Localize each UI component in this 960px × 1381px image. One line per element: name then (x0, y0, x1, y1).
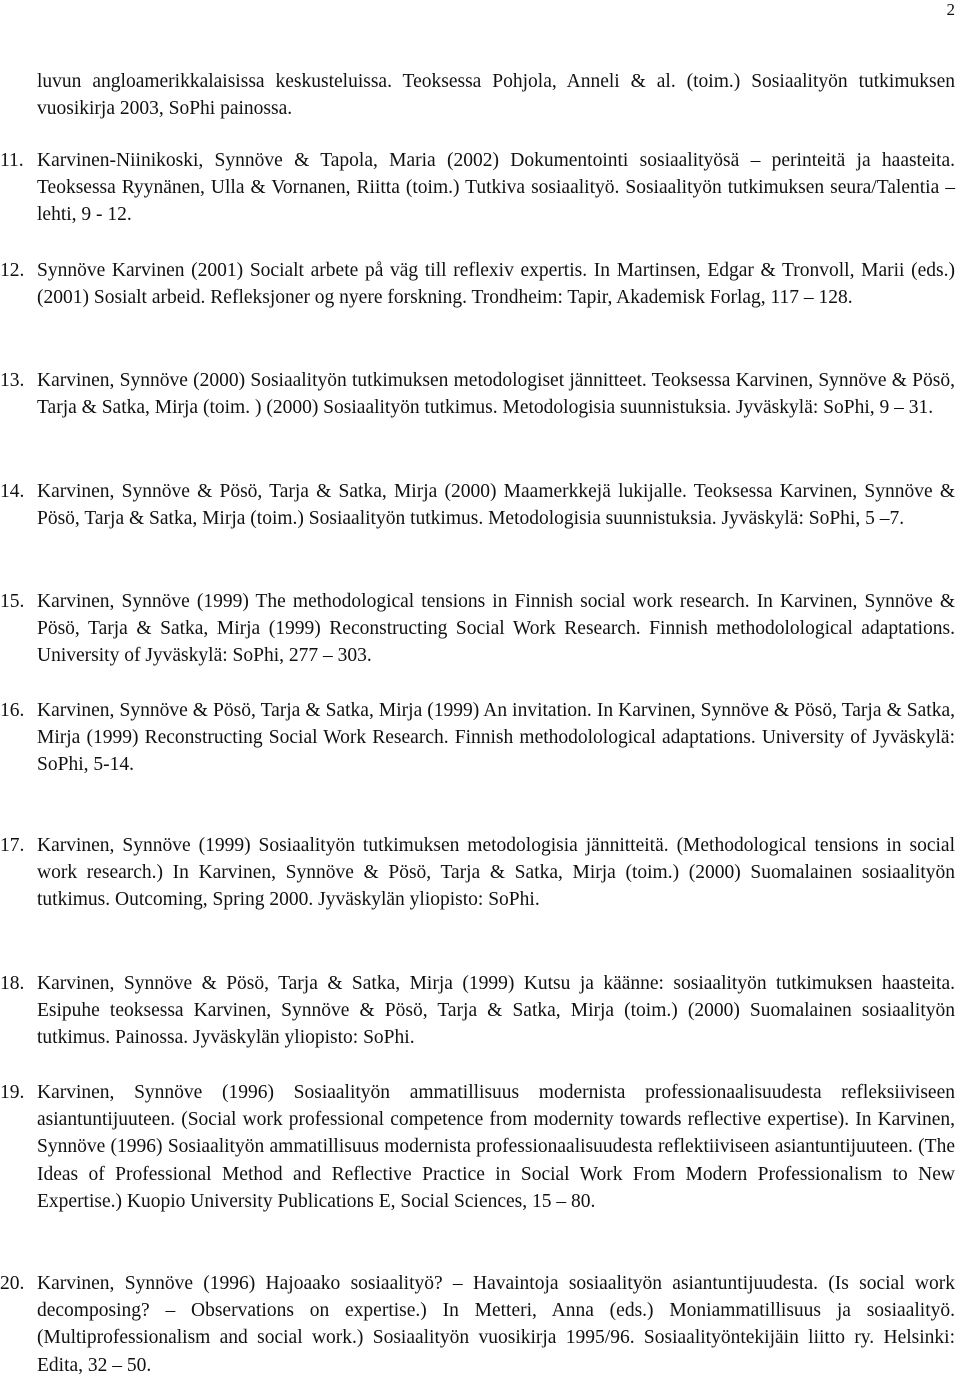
reference-text: Karvinen, Synnöve (1996) Sosiaalityön ammatillisuus modernista professionaalisuudesta refleksiiviseen asiantuntijuuteen. (Social work professional competence from modernity towards reflective expertise). In Karvinen, Synnöve (1996) Sosiaalityön ammatillisuus modernista professionaalisuudesta reflektiiviseen asiantuntijuuteen. (The Ideas of Professional Method and Reflective Practice in Social Work From Modern Professionalism to New Expertise.) Kuopio University Publications E, Social Sciences, 15 – 80. (37, 1082, 955, 1212)
reference-number: 13. (0, 370, 25, 391)
page-number: 2 (946, 0, 955, 19)
reference-item-15 (0, 588, 955, 670)
reference-text: Karvinen, Synnöve (1999) The methodological tensions in Finnish social work research. In Karvinen, Synnöve & Pösö, Tarja & Satka, Mirja (1999) Reconstructing Social Work Research. Finnish methodolological adaptations. University of Jyväskylä: SoPhi, 277 – 303. (37, 591, 955, 667)
reference-text: Karvinen, Synnöve & Pösö, Tarja & Satka, Mirja (2000) Maamerkkejä lukijalle. Teoksessa Karvinen, Synnöve & Pösö, Tarja & Satka, Mirja (toim.) Sosiaalityön tutkimus. Metodologisia suunnistuksia. Jyväskylä: SoPhi, 5 –7. (37, 481, 955, 530)
reference-text: Karvinen, Synnöve (1999) Sosiaalityön tutkimuksen metodologisia jännitteitä. (Methodological tensions in social work research.) In Karvinen, Synnöve & Pösö, Tarja & Satka, Mirja (toim.) (2000) Suomalainen sosiaalityön tutkimus. Outcoming, Spring 2000. Jyväskylän yliopisto: SoPhi. (37, 835, 955, 911)
reference-text: luvun angloamerikkalaisissa keskusteluissa. Teoksessa Pohjola, Anneli & al. (toim.) Sosiaalityön tutkimuksen vuosikirja 2003, SoPhi painossa. (37, 71, 955, 120)
reference-text: Karvinen, Synnöve (1996) Hajoaako sosiaalityö? – Havaintoja sosiaalityön asiantuntijuudesta. (Is social work decomposing? – Observations on expertise.) In Metteri, Anna (eds.) Moniammatillisuus ja sosiaalityö. (Multiprofessionalism and social work.) Sosiaalityön vuosikirja 1995/96. Sosiaalityöntekijäin liitto ry. Helsinki: Edita, 32 – 50. (37, 1273, 955, 1376)
reference-item-20 (0, 1270, 955, 1379)
reference-item-12 (0, 257, 955, 311)
reference-item-13 (0, 367, 955, 421)
reference-continuation (37, 68, 955, 122)
reference-number: 11. (0, 150, 24, 171)
reference-item-18 (0, 970, 955, 1052)
reference-number: 16. (0, 700, 25, 721)
reference-text: Karvinen, Synnöve & Pösö, Tarja & Satka, Mirja (1999) An invitation. In Karvinen, Synnöve & Pösö, Tarja & Satka, Mirja (1999) Reconstructing Social Work Research. Finnish methodolological adaptations. University of Jyväskylä: SoPhi, 5-14. (37, 700, 955, 776)
reference-number: 12. (0, 260, 25, 281)
reference-item-14 (0, 478, 955, 532)
reference-text: Karvinen, Synnöve (2000) Sosiaalityön tutkimuksen metodologiset jännitteet. Teoksessa Karvinen, Synnöve & Pösö, Tarja & Satka, Mirja (toim. ) (2000) Sosiaalityön tutkimus. Metodologisia suunnistuksia. Jyväskylä: SoPhi, 9 – 31. (37, 370, 955, 419)
reference-item-19 (0, 1079, 955, 1215)
reference-number: 17. (0, 835, 25, 856)
reference-item-11 (0, 147, 955, 229)
reference-text: Karvinen, Synnöve & Pösö, Tarja & Satka, Mirja (1999) Kutsu ja käänne: sosiaalityön tutkimuksen haasteita. Esipuhe teoksessa Karvinen, Synnöve & Pösö, Tarja & Satka, Mirja (toim.) (2000) Suomalainen sosiaalityön tutkimus. Painossa. Jyväskylän yliopisto: SoPhi. (37, 973, 955, 1049)
reference-number: 15. (0, 591, 25, 612)
reference-item-17 (0, 832, 955, 914)
reference-text: Synnöve Karvinen (2001) Socialt arbete på väg till reflexiv expertis. In Martinsen, Edgar & Tronvoll, Marii (eds.) (2001) Sosialt arbeid. Refleksjoner og nyere forskning. Trondheim: Tapir, Akademisk Forlag, 117 – 128. (37, 260, 955, 309)
reference-item-16 (0, 697, 955, 779)
reference-number: 19. (0, 1082, 25, 1103)
reference-number: 20. (0, 1273, 25, 1294)
reference-number: 18. (0, 973, 25, 994)
reference-text: Karvinen-Niinikoski, Synnöve & Tapola, Maria (2002) Dokumentointi sosiaalityösä – perinteitä ja haasteita. Teoksessa Ryynänen, Ulla & Vornanen, Riitta (toim.) Tutkiva sosiaalityö. Sosiaalityön tutkimuksen seura/Talentia –lehti, 9 - 12. (37, 150, 955, 226)
reference-number: 14. (0, 481, 25, 502)
